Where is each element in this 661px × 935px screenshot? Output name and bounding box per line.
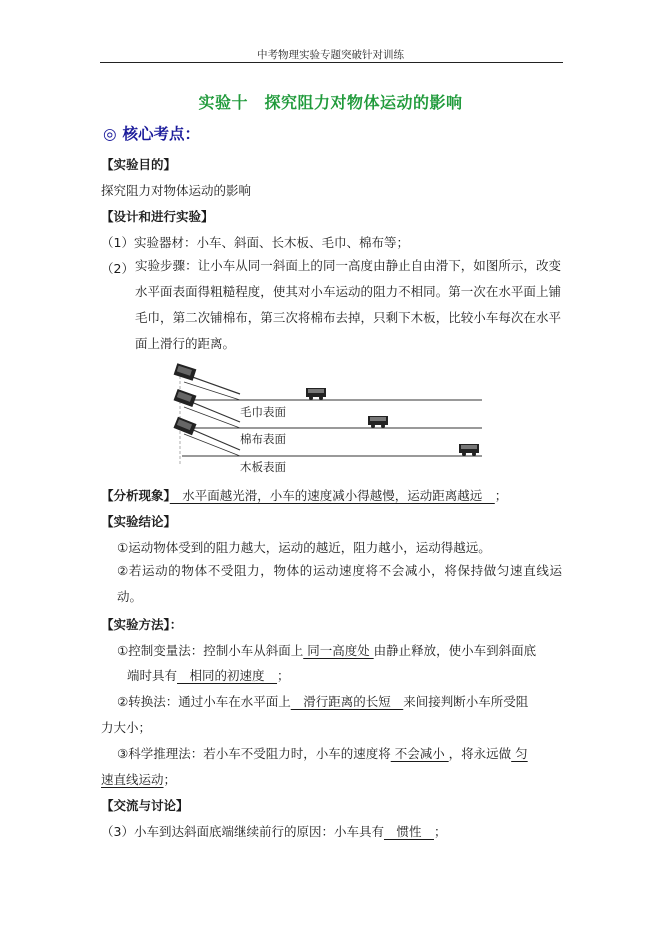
bullseye-icon: ◎	[103, 125, 117, 143]
conclusion-1: ①运动物体受到的阻力越大，运动的越近，阻力越小，运动得越远。	[117, 540, 491, 555]
method-3-text-f: ；	[163, 772, 177, 787]
method-1-text-d: 端时具有	[127, 668, 178, 683]
page-title: 实验十 探究阻力对物体运动的影响	[198, 93, 463, 112]
discussion-q3	[101, 822, 447, 840]
label-wood-surface: 木板表面	[240, 460, 286, 474]
slope-3-under	[184, 434, 240, 456]
method-3-text-c: ，将永远做	[448, 746, 512, 761]
cart-wood	[459, 444, 479, 456]
discussion-q3-end: ；	[433, 824, 447, 839]
label-towel-surface: 毛巾表面	[240, 405, 286, 419]
method-3-line1	[117, 744, 528, 762]
page-header: 中考物理实验专题突破针对训练	[257, 49, 404, 61]
method-1-line1	[117, 641, 536, 659]
method-2-text-c: 来间接判断小车所受阻	[403, 694, 529, 709]
method-2-line2: 力大小；	[101, 720, 152, 735]
design-item-2-text: 实验步骤：让小车从同一斜面上的同一高度由静止自由滑下，如图所示，改变水平面表面得粗糙程度，使其对小车运动的阻力不相同。第一次在水平面上铺毛巾，第二次铺棉布，第三次将棉布去掉，只剩下木板，比较小车每次在水平面上滑行的距离。	[135, 258, 561, 351]
method-3-answer-2-start: 匀	[511, 746, 528, 761]
core-points-heading	[103, 122, 200, 144]
discussion-heading: 【交流与讨论】	[101, 798, 189, 813]
discussion-q3-text: （3）小车到达斜面底端继续前行的原因：小车具有	[101, 824, 384, 839]
analysis-answer: 水平面越光滑，小车的速度减小得越慢，运动距离越远	[169, 488, 495, 503]
method-heading: 【实验方法】：	[101, 617, 183, 632]
experiment-figure	[170, 362, 490, 474]
cart-cotton	[368, 416, 388, 428]
design-item-1: （1）实验器材：小车、斜面、长木板、毛巾、棉布等；	[101, 235, 409, 250]
analysis-end: ；	[494, 488, 508, 503]
header-divider	[100, 62, 563, 63]
method-1-answer-1: 同一高度处	[303, 643, 374, 658]
discussion-q3-answer: 惯性	[383, 824, 434, 839]
method-3-answer-1: 不会减小	[390, 746, 449, 761]
analysis-heading: 【分析现象】	[101, 488, 170, 503]
cart-top-1	[174, 363, 197, 381]
method-1-line2	[127, 666, 290, 684]
conclusion-2: ②若运动的物体不受阻力，物体的运动速度将不会减小，将保持做匀速直线运动。	[117, 563, 562, 604]
method-3-answer-2-end: 速直线运动	[101, 772, 164, 787]
cart-top-3	[173, 417, 196, 436]
purpose-heading: 【实验目的】	[101, 157, 177, 172]
method-2-text-a: ②转换法：通过小车在水平面上	[117, 694, 291, 709]
design-heading: 【设计和进行实验】	[101, 209, 214, 224]
core-points-label: 核心考点：	[122, 125, 201, 143]
purpose-text: 探究阻力对物体运动的影响	[101, 183, 252, 198]
method-1-text-f: ；	[277, 668, 290, 683]
method-1-answer-2: 相同的初速度	[177, 668, 278, 683]
label-cotton-surface: 棉布表面	[240, 432, 286, 446]
design-item-2-prefix: （2）	[101, 261, 134, 276]
method-1-text-c: 由静止释放，使小车到斜面底	[373, 643, 537, 658]
method-3-line2	[101, 770, 176, 788]
cart-towel	[306, 388, 326, 400]
method-3-text-a: ③科学推理法：若小车不受阻力时，小车的速度将	[117, 746, 391, 761]
method-1-text-a: ①控制变量法：控制小车从斜面上	[117, 643, 304, 658]
cart-top-2	[174, 389, 197, 407]
conclusion-heading: 【实验结论】	[101, 514, 177, 529]
method-2-answer: 滑行距离的长短	[290, 694, 404, 709]
analysis-line	[101, 486, 507, 504]
method-2-line1	[117, 692, 528, 710]
